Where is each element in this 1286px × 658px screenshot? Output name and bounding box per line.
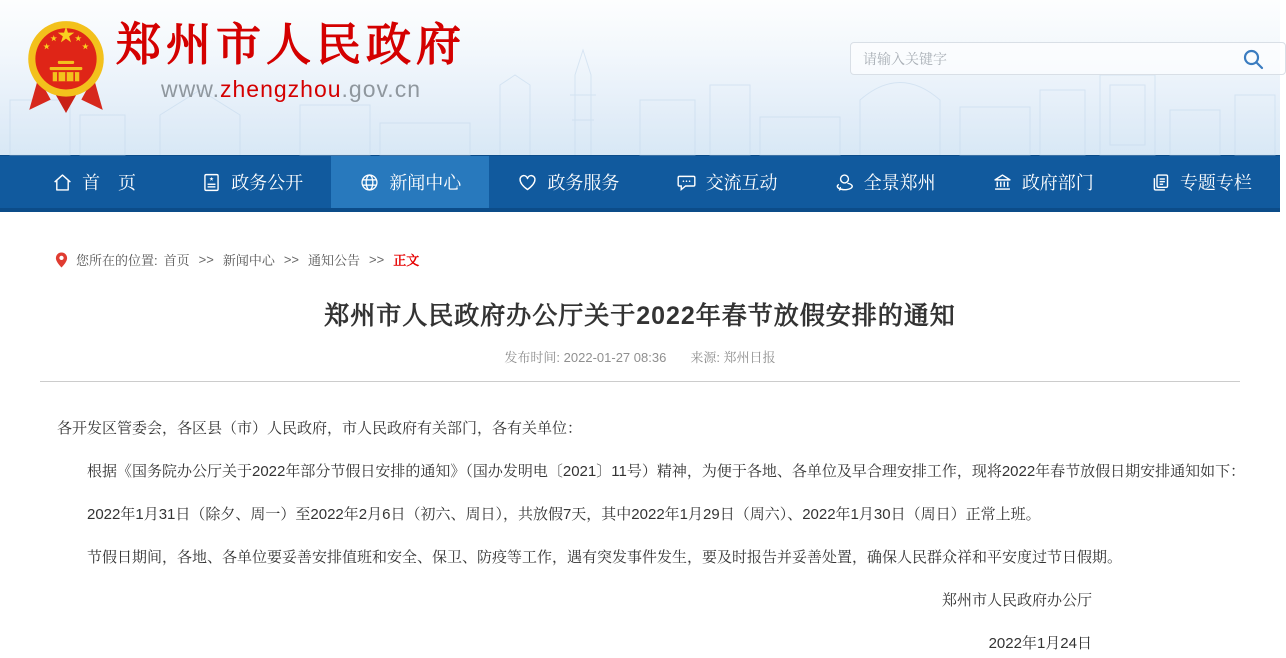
source: 郑州日报 <box>723 350 776 365</box>
source-label: 来源: <box>690 350 724 365</box>
breadcrumb-current: 正文 <box>393 253 420 268</box>
nav-item-home[interactable] <box>15 156 173 208</box>
article-title: 郑州市人民政府办公厅关于2022年春节放假安排的通知 <box>324 302 956 330</box>
search-button[interactable] <box>1241 43 1285 74</box>
breadcrumb-item-news-center[interactable]: 新闻中心 <box>222 253 275 268</box>
breadcrumb <box>55 250 1280 269</box>
nav-item-panorama[interactable] <box>806 156 964 208</box>
nav-item-label: 新闻中心 <box>389 173 462 193</box>
main-navigation <box>0 155 1280 212</box>
breadcrumb-separator: >> <box>369 252 385 267</box>
publish-time-label: 发布时间: <box>504 350 564 365</box>
nav-item-news-center[interactable] <box>331 156 489 208</box>
chat-icon <box>676 172 697 193</box>
breadcrumb-separator: >> <box>283 252 300 267</box>
breadcrumb-prefix: 您所在的位置: <box>76 253 158 268</box>
location-pin-icon <box>55 252 68 268</box>
site-url: www.zhengzhou.gov.cn <box>161 76 421 102</box>
nav-item-gov-departments[interactable] <box>964 156 1122 208</box>
nav-item-label: 全景郑州 <box>863 173 936 193</box>
bank-icon <box>992 172 1013 193</box>
nav-item-label: 政务公开 <box>231 173 304 193</box>
breadcrumb-item-notices[interactable]: 通知公告 <box>308 253 361 268</box>
search-input[interactable] <box>851 43 1241 74</box>
nav-item-label: 交流互动 <box>705 173 778 193</box>
search-icon <box>1241 47 1265 71</box>
nav-item-interaction[interactable] <box>648 156 806 208</box>
publish-time: 2022-01-27 08:36 <box>563 350 667 365</box>
page-content <box>0 212 1280 658</box>
nav-item-gov-services[interactable] <box>489 156 647 208</box>
site-logo-link[interactable] <box>26 16 466 116</box>
article-date: 2022年1月24日 <box>988 635 1092 652</box>
article-paragraph: 各开发区管委会，各区县（市）人民政府，市人民政府有关部门，各有关单位： <box>57 420 583 437</box>
article-paragraph: 根据《国务院办公厅关于2022年部分节假日安排的通知》（国办发明电〔2021〕11号）精神，为便于各地、各单位及早合理安排工作，现将2022年春节放假日期安排通知如下： <box>87 463 1246 480</box>
national-emblem-icon <box>26 18 106 116</box>
globe-icon <box>359 172 380 193</box>
breadcrumb-separator: >> <box>198 252 214 267</box>
nav-item-label: 政务服务 <box>547 173 620 193</box>
search-box <box>850 42 1286 75</box>
nav-item-label: 政府部门 <box>1021 173 1094 193</box>
header-banner <box>0 0 1280 155</box>
article-signature: 郑州市人民政府办公厅 <box>941 592 1092 609</box>
nav-item-label: 专题专栏 <box>1179 173 1252 193</box>
nav-item-label: 首 页 <box>82 173 137 193</box>
nav-item-gov-disclosure[interactable] <box>173 156 331 208</box>
title-divider <box>40 381 1240 382</box>
breadcrumb-item-home[interactable]: 首页 <box>163 253 190 268</box>
article-meta <box>0 347 1280 366</box>
article-paragraph: 节假日期间，各地、各单位要妥善安排值班和安全、保卫、防疫等工作，遇有突发事件发生，要及时报告并妥善处置，确保人民群众祥和平安度过节日假期。 <box>87 549 1123 566</box>
article-paragraph: 2022年1月31日（除夕、周一）至2022年2月6日（初六、周日），共放假7天，其中2022年1月29日（周六）、2022年1月30日（周日）正常上班。 <box>87 506 1041 523</box>
panorama-icon <box>834 172 855 193</box>
documents-icon <box>1150 172 1171 193</box>
document-star-icon <box>201 172 222 193</box>
home-icon <box>52 172 73 193</box>
nav-item-special-topics[interactable] <box>1122 156 1280 208</box>
site-title: 郑州市人民政府 <box>116 18 467 71</box>
article-body <box>57 415 1255 658</box>
heart-icon <box>517 172 538 193</box>
